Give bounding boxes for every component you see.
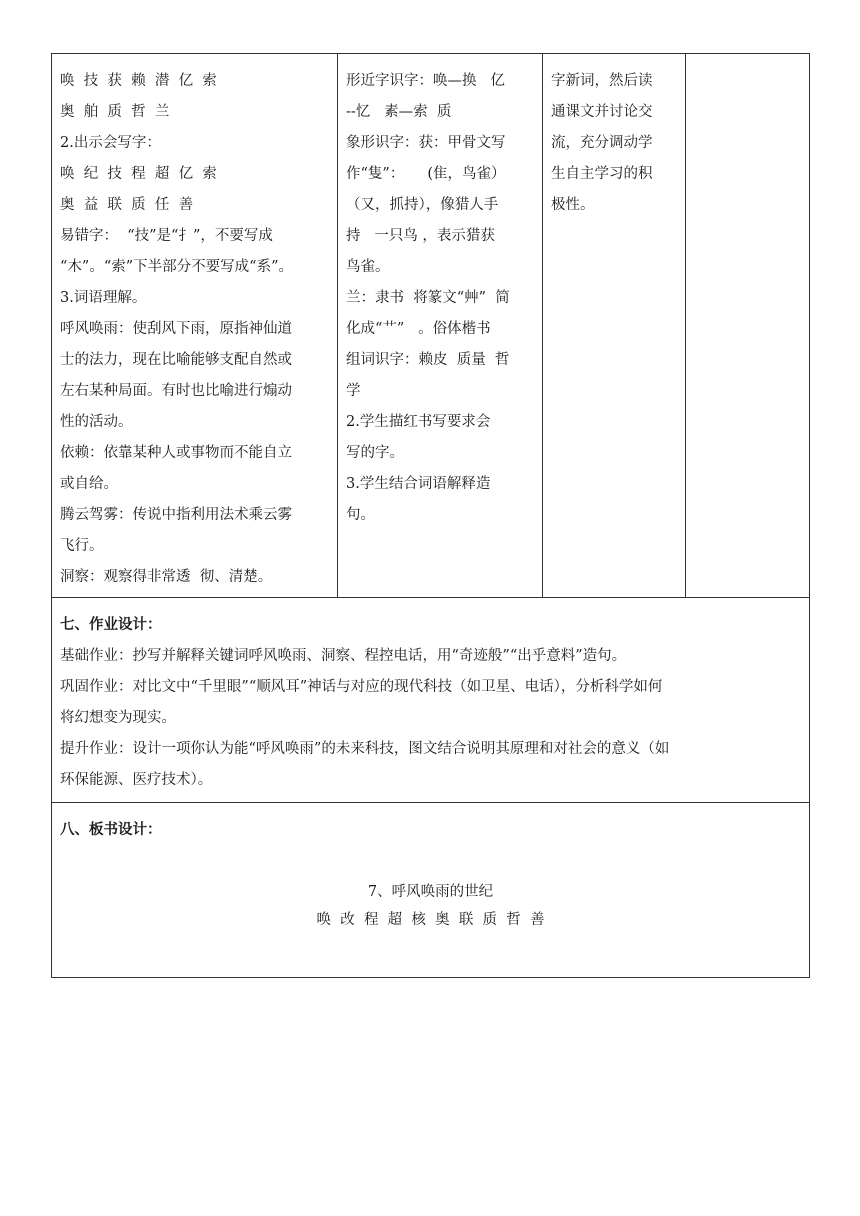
student-activity-cell [338, 54, 543, 598]
col1-line: 2.出示会写字： [60, 135, 161, 151]
col1-line: 或自给。 [60, 476, 118, 492]
homework-line: 基础作业：抄写并解释关键词呼风唤雨、洞察、程控电话，用“奇迹般”“出乎意料”造句。 [60, 648, 627, 664]
lesson-plan-table [51, 53, 810, 978]
col2-line: 学 [346, 383, 361, 399]
col1-line: 3.词语理解。 [60, 290, 147, 306]
col2-line: 3.学生结合词语解释造 [346, 476, 491, 492]
col2-line: 化成“艹” 。俗体楷书 [346, 321, 491, 337]
col1-line: 依赖：依靠某种人或事物而不能自立 [60, 445, 292, 461]
col2-line: （又，抓持），像猎人手 [346, 197, 499, 213]
col3-line: 字新词，然后读 [551, 73, 653, 89]
col3-line: 生自主学习的积 [551, 166, 653, 182]
homework-line: 巩固作业：对比文中“千里眼”“顺风耳”神话与对应的现代科技（如卫星、电话），分析科学如何 [60, 679, 663, 695]
col1-line: 洞察：观察得非常透 彻、清楚。 [60, 569, 273, 585]
col2-line: 作“隻”： (隹，鸟雀） [346, 166, 506, 182]
col2-line: 鸟雀。 [346, 259, 390, 275]
col1-line: 奥 益 联 质 任 善 [60, 197, 194, 213]
board-title: 八、板书设计： [60, 822, 162, 838]
col2-line: 持 一只鸟 ，表示猎获 [346, 228, 495, 244]
board-characters: 唤 改 程 超 核 奥 联 质 哲 善 [316, 912, 545, 928]
col1-line: 士的法力，现在比喻能够支配自然或 [60, 352, 292, 368]
design-intent-cell [543, 54, 686, 598]
homework-section [52, 598, 810, 803]
col1-line: “木”。“索”下半部分不要写成“系”。 [60, 259, 293, 275]
col2-line: 组词识字：赖皮 质量 哲 [346, 352, 510, 368]
col2-line: 句。 [346, 507, 375, 523]
col1-line: 呼风唤雨：使刮风下雨，原指神仙道 [60, 321, 292, 337]
homework-title: 七、作业设计： [60, 617, 162, 633]
homework-line: 将幻想变为现实。 [60, 710, 176, 726]
col2-line: 兰：隶书 将篆文“艸” 简 [346, 290, 510, 306]
col1-line: 唤 纪 技 程 超 亿 索 [60, 166, 217, 182]
blackboard-section [52, 803, 810, 978]
teaching-content [52, 54, 337, 593]
empty-cell [686, 54, 810, 598]
col2-line: 形近字识字：唤—换 亿 [346, 73, 505, 89]
col3-line: 通课文并讨论交 [551, 104, 653, 120]
board-heading: 7、呼风唤雨的世纪 [367, 884, 494, 900]
homework-line: 环保能源、医疗技术）。 [60, 772, 213, 788]
col1-line: 奥 舶 质 哲 兰 [60, 104, 170, 120]
col3-line: 流，充分调动学 [551, 135, 653, 151]
design-intent [543, 54, 685, 221]
col1-line: 性的活动。 [60, 414, 133, 430]
col1-line: 腾云驾雾：传说中指利用法术乘云雾 [60, 507, 292, 523]
col2-line: 2.学生描红书写要求会 [346, 414, 491, 430]
col2-line: --忆 素—索 质 [346, 104, 452, 120]
student-activity [338, 54, 542, 531]
col2-line: 象形识字：获：甲骨文写 [346, 135, 506, 151]
col2-line: 写的字。 [346, 445, 404, 461]
col1-line: 易错字： “技”是“扌”，不要写成 [60, 228, 273, 244]
col1-line: 左右某种局面。有时也比喻进行煽动 [60, 383, 292, 399]
homework-line: 提升作业：设计一项你认为能“呼风唤雨”的未来科技，图文结合说明其原理和对社会的意义（如 [60, 741, 670, 757]
teaching-content-cell [52, 54, 338, 598]
col3-line: 极性。 [551, 197, 595, 213]
col1-line: 唤 技 获 赖 潜 亿 索 [60, 73, 217, 89]
col1-line: 飞行。 [60, 538, 104, 554]
